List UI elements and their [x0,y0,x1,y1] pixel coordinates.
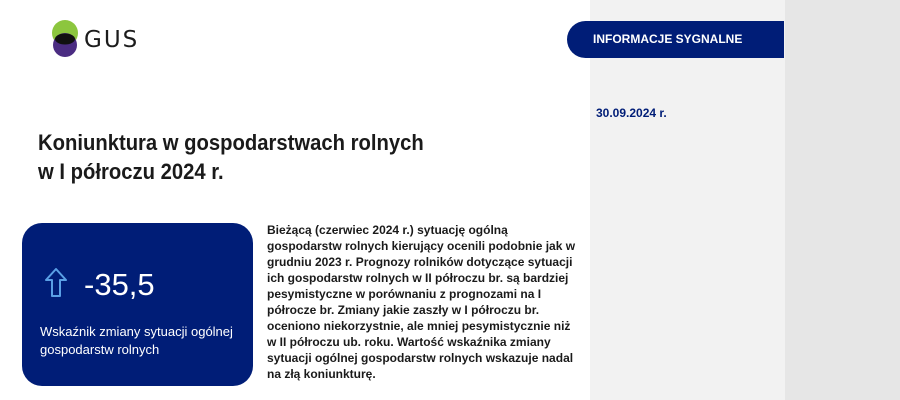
gus-logo [50,20,150,62]
logo-text: GUS [84,27,140,53]
right-sidebar-panel [590,0,785,400]
informacje-sygnalne-tab: INFORMACJE SYGNALNE [567,21,784,58]
kpi-label: Wskaźnik zmiany sytuacji ogólnej gospodarstw rolnych [40,324,233,357]
page-title [38,128,516,186]
summary-paragraph: Bieżącą (czerwiec 2024 r.) sytuację ogólną gospodarstw rolnych kierujący ocenili podobnie jak w grudniu 2023 r. Prognozy rolników dotyczące sytuacji ich gospodarstw rolnych w II półroczu br. są bardziej pesymistyczne w porównaniu z prognozami na I półrocze br. Zmiany jakie zaszły w I półroczu br. oceniono niekorzystnie, ale mniej pesymistycznie niż w II półroczu ub. roku. Wartość wskaźnika zmiany sytuacji ogólnej gospodarstw rolnych wskazuje nadal na złą koniunkturę. [267,223,576,381]
arrow-up-outline-icon [44,267,68,299]
gus-logo-icon [50,20,80,62]
publication-date: 30.09.2024 r. [596,106,667,120]
right-gray-strip [785,0,900,400]
page-title-line-2: w I półroczu 2024 r. [38,159,224,184]
page-title-line-1: Koniunktura w gospodarstwach rolnych [38,130,424,155]
kpi-value: -35,5 [84,267,155,302]
kpi-card [22,223,253,386]
